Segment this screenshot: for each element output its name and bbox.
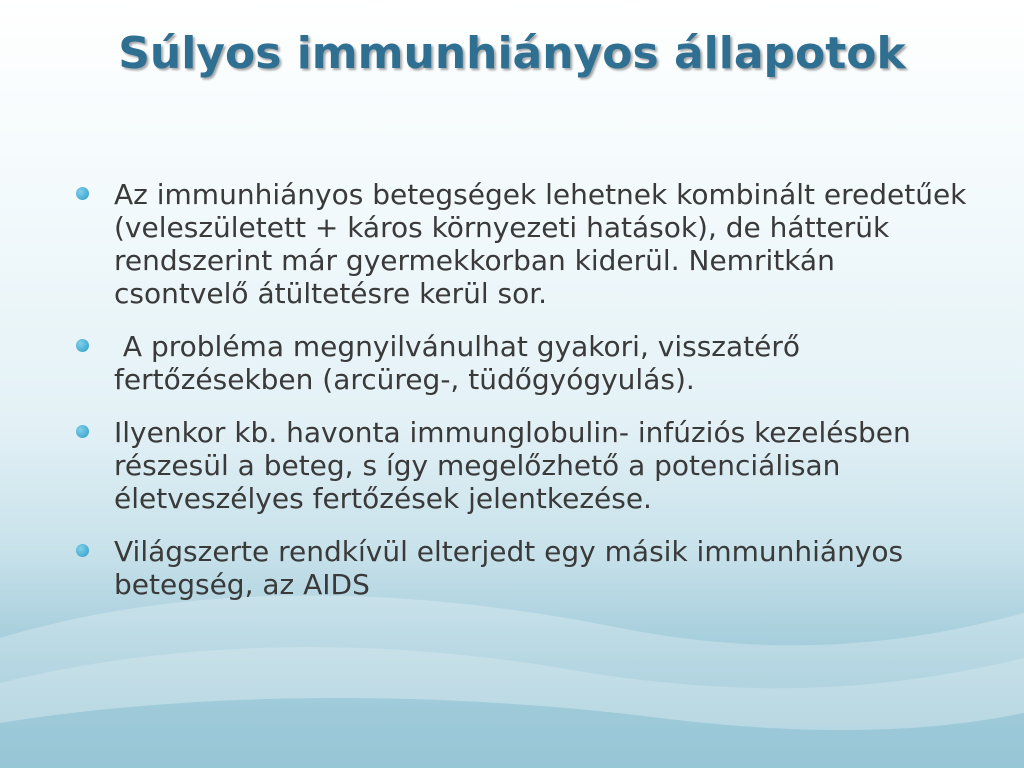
- bullet-text: A probléma megnyilvánulhat gyakori, visszatérő fertőzésekben (arcüreg-, tüdőgyógyulás).: [114, 330, 809, 396]
- bullet-item: [74, 330, 974, 396]
- circle-bullet-icon: [76, 425, 89, 438]
- bullet-item: [74, 416, 974, 515]
- bullet-item: [74, 535, 974, 601]
- bullet-text: Ilyenkor kb. havonta immunglobulin- infúziós kezelésben részesül a beteg, s így megelőzhető a potenciálisan életveszélyes fertőzések jelentkezése.: [114, 416, 911, 515]
- bullet-item: [74, 178, 974, 310]
- circle-bullet-icon: [76, 544, 89, 557]
- bullet-text: Az immunhiányos betegségek lehetnek kombinált eredetűek (veleszületett + káros környezeti hatások), de hátterük rendszerint már gyermekkorban kiderül. Nemritkán csontvelő átültetésre kerül sor.: [114, 178, 967, 310]
- circle-bullet-icon: [76, 187, 89, 200]
- bullet-list: [74, 178, 974, 621]
- slide-title: Súlyos immunhiányos állapotok: [118, 28, 906, 79]
- bullet-text: Világszerte rendkívül elterjedt egy másik immunhiányos betegség, az AIDS: [114, 535, 904, 601]
- circle-bullet-icon: [76, 339, 89, 352]
